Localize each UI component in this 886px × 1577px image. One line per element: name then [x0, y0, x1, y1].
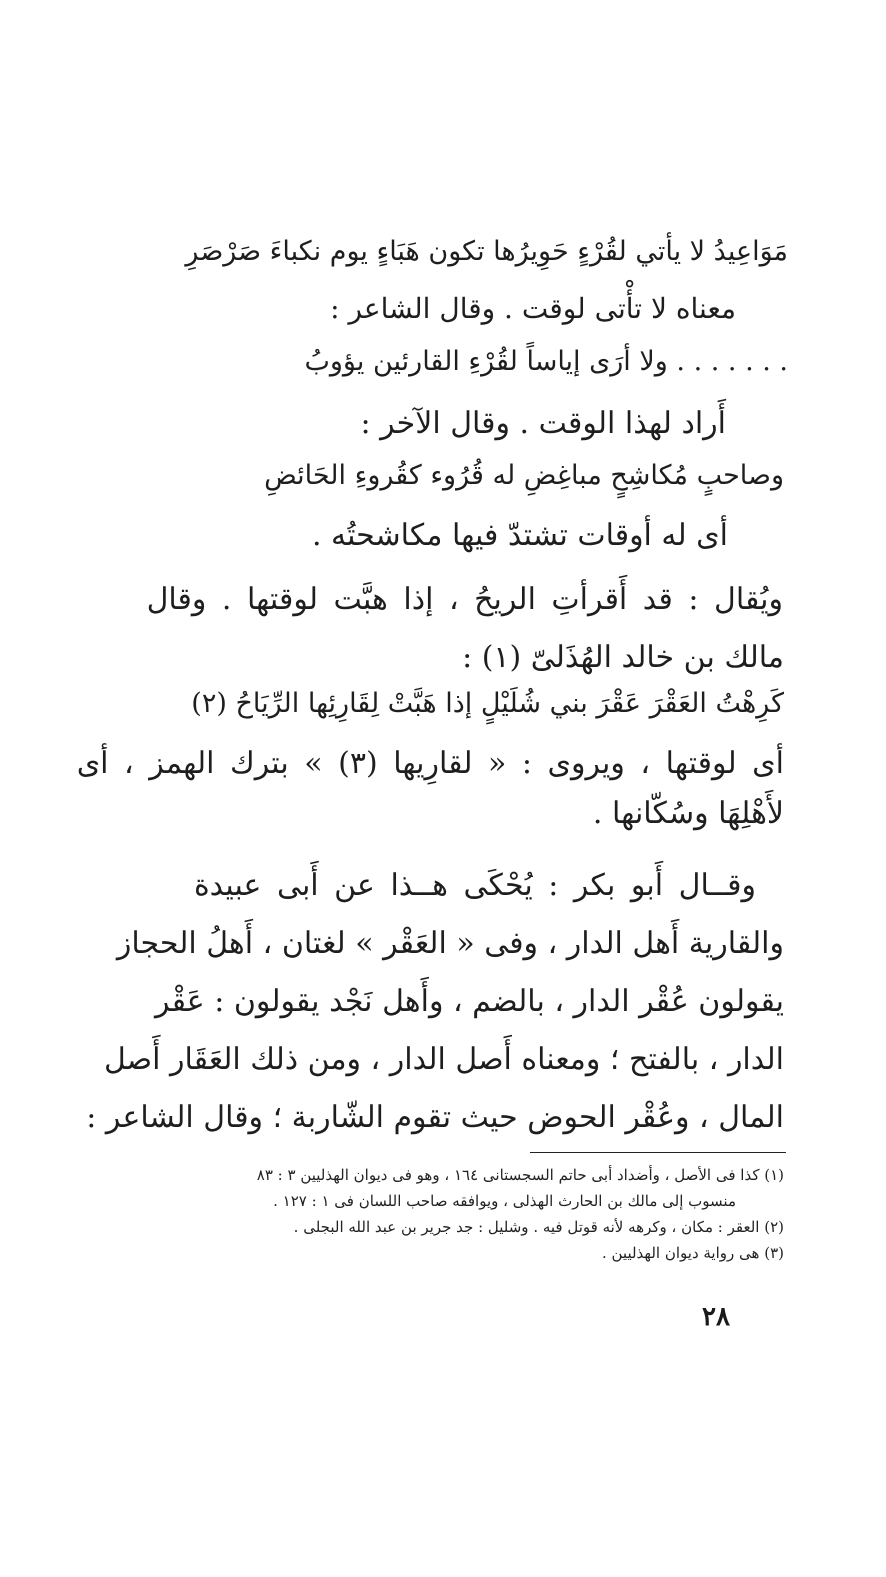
verse-line-5: وصاحبٍ مُكاشِحٍ مباغِضِ له قُرُوء كقُروءِ الحَائضِ: [264, 460, 784, 491]
text-line-8: مالك بن خالد الهُذَلىّ (١) :: [462, 640, 784, 675]
footnote-3: (٣) هى رواية ديوان الهذليين .: [601, 1244, 784, 1262]
footnote-1-line-1: (١) كذا فى الأصل ، وأضداد أبى حاتم السجستانى ١٦٤ ، وهو فى ديوان الهذليين ٣ : ٨٣: [256, 1166, 784, 1184]
verse-line-1: مَوَاعِيدُ لا يأتي لقُرْءٍ حَوِيرُها تكون هَبَاءٍ يوم نكباءَ صَرْصَرِ: [185, 236, 788, 267]
text-line-16: المال ، وعُقْر الحوض حيث تقوم الشّاربة ؛ وقال الشاعر :: [86, 1100, 784, 1135]
footnote-1-line-2: منسوب إلى مالك بن الحارث الهذلى ، ويوافقه صاحب اللسان فى ١ : ١٢٧ .: [273, 1192, 736, 1210]
text-line-14: يقولون عُقْر الدار ، بالضم ، وأَهل نَجْد يقولون : عَقْر: [155, 984, 784, 1019]
footnote-2: (٢) العقر : مكان ، وكرهه لأنه قوتل فيه . وشليل : جد جرير بن عبد الله البجلى .: [293, 1218, 784, 1236]
text-line-4: أَراد لهذا الوقت . وقال الآخر :: [360, 406, 726, 441]
verse-line-3: . . . . . . . ولا أرَى إياساً لقُرْءِ القارئين يؤوبُ: [304, 346, 788, 377]
text-line-6: أى له أوقات تشتدّ فيها مكاشحتُه .: [311, 518, 728, 553]
text-line-2: معناه لا تأْتى لوقت . وقال الشاعر :: [330, 292, 736, 325]
text-line-12: وقــال أَبو بكر : يُحْكَى هــذا عن أَبى عبيدة: [193, 868, 756, 903]
text-line-10: أى لوقتها ، ويروى : « لقارِيها (٣) » بترك الهمز ، أى: [76, 746, 784, 781]
page-number: ٢٨: [702, 1302, 730, 1332]
text-line-11: لأَهْلِهَا وسُكّانها .: [592, 796, 784, 831]
text-line-15: الدار ، بالفتح ؛ ومعناه أَصل الدار ، ومن ذلك العَقَار أَصل: [103, 1042, 784, 1077]
verse-line-9: كَرِهْتُ العَقْرَ عَقْرَ بني شُلَيْلٍ إذا هَبَّتْ لِقَارِئِها الرِّيَاحُ (٢): [191, 688, 784, 719]
text-line-13: والقارية أَهل الدار ، وفى « العَقْر » لغتان ، أَهلُ الحجاز: [116, 926, 784, 961]
footnote-divider: [530, 1152, 786, 1153]
text-line-7: ويُقال : قد أَقرأتِ الريحُ ، إذا هبَّت لوقتها . وقال: [146, 582, 783, 617]
